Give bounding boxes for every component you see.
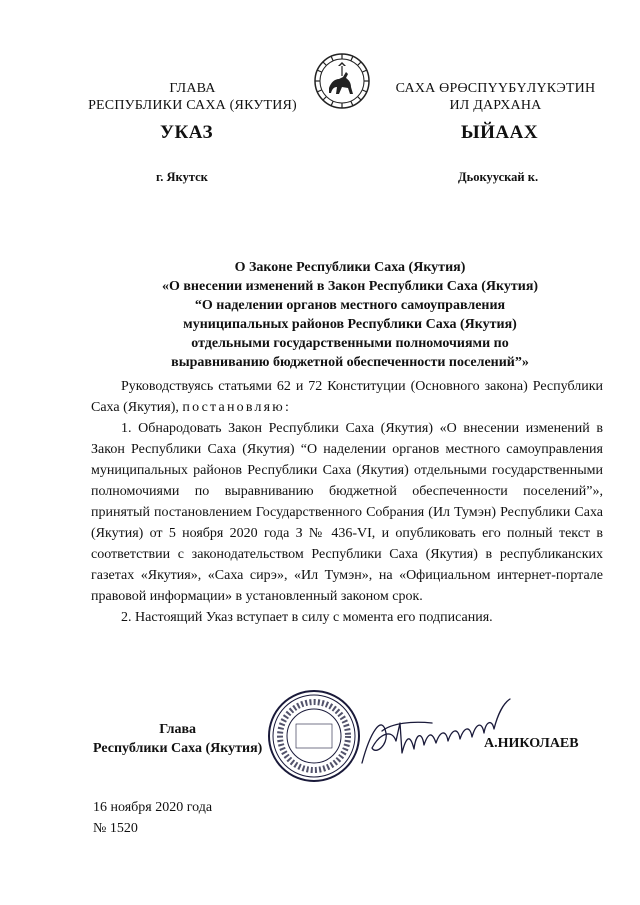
role-line1: Глава [159, 722, 197, 737]
title-line: отдельными государственными полномочиями по [191, 336, 509, 351]
intro-text: Руководствуясь статьями 62 и 72 Конституции (Основного закона) Республики Саха (Якутия), [91, 379, 603, 415]
document-title [70, 258, 630, 372]
header-left [85, 80, 300, 114]
item-1-paragraph: 1. Обнародовать Закон Республики Саха (Якутия) «О внесении изменений в Закон Республики Саха (Якутия) “О наделении органов местного самоуправления муниципальных районов Республики Саха (Якутия) отдельными государственными полномочиями по выравниванию бюджетной обеспеченности поселений”», принятый постановлением Государственного Собрания (Ил Тумэн) Республики Саха (Якутия) от 5 ноября 2020 года З № 436-VI, и опубликовать его полный текст в соответствии с законодательством Республики Саха (Якутия) в республиканских газетах «Якутия», «Саха сирэ», «Ил Тумэн», на «Официальном интернет-портале правовой информации» в установленный законом срок. [91, 421, 603, 604]
coat-of-arms-icon [313, 52, 371, 110]
header-right-line2: ИЛ ДАРХАНА [449, 98, 542, 113]
header-left-line1: ГЛАВА [169, 81, 216, 96]
title-line: «О внесении изменений в Закон Республики Саха (Якутия) [161, 279, 539, 294]
handwritten-signature-icon [352, 693, 532, 771]
intro-paragraph [91, 376, 603, 418]
decree-word: постановляю: [182, 400, 292, 415]
signatory-role [93, 720, 262, 758]
official-seal-icon [266, 688, 362, 784]
doc-type-left: УКАЗ [160, 122, 213, 143]
role-line2: Республики Саха (Якутия) [93, 741, 263, 756]
city-left: г. Якутск [156, 170, 208, 184]
document-footer [93, 797, 212, 839]
title-line: выравниванию бюджетной обеспеченности поселений”» [171, 355, 529, 370]
document-number: № 1520 [93, 821, 138, 836]
header-right-line1: САХА ӨРӨСПҮҮБҮЛҮКЭТИН [395, 81, 596, 96]
header-right [388, 80, 603, 114]
title-line: “О наделении органов местного самоуправления [194, 298, 506, 313]
city-right: Дьокуускай к. [458, 170, 539, 184]
signatory-name: А.НИКОЛАЕВ [484, 736, 579, 751]
title-line: муниципальных районов Республики Саха (Якутия) [183, 317, 517, 332]
document-body [91, 376, 603, 628]
signing-date: 16 ноября 2020 года [93, 800, 213, 815]
header-left-line2: РЕСПУБЛИКИ САХА (ЯКУТИЯ) [88, 98, 297, 113]
item-2-paragraph: 2. Настоящий Указ вступает в силу с момента его подписания. [121, 610, 493, 625]
doc-type-right: ЫЙААХ [461, 122, 539, 143]
title-line: О Законе Республики Саха (Якутия) [234, 260, 466, 275]
